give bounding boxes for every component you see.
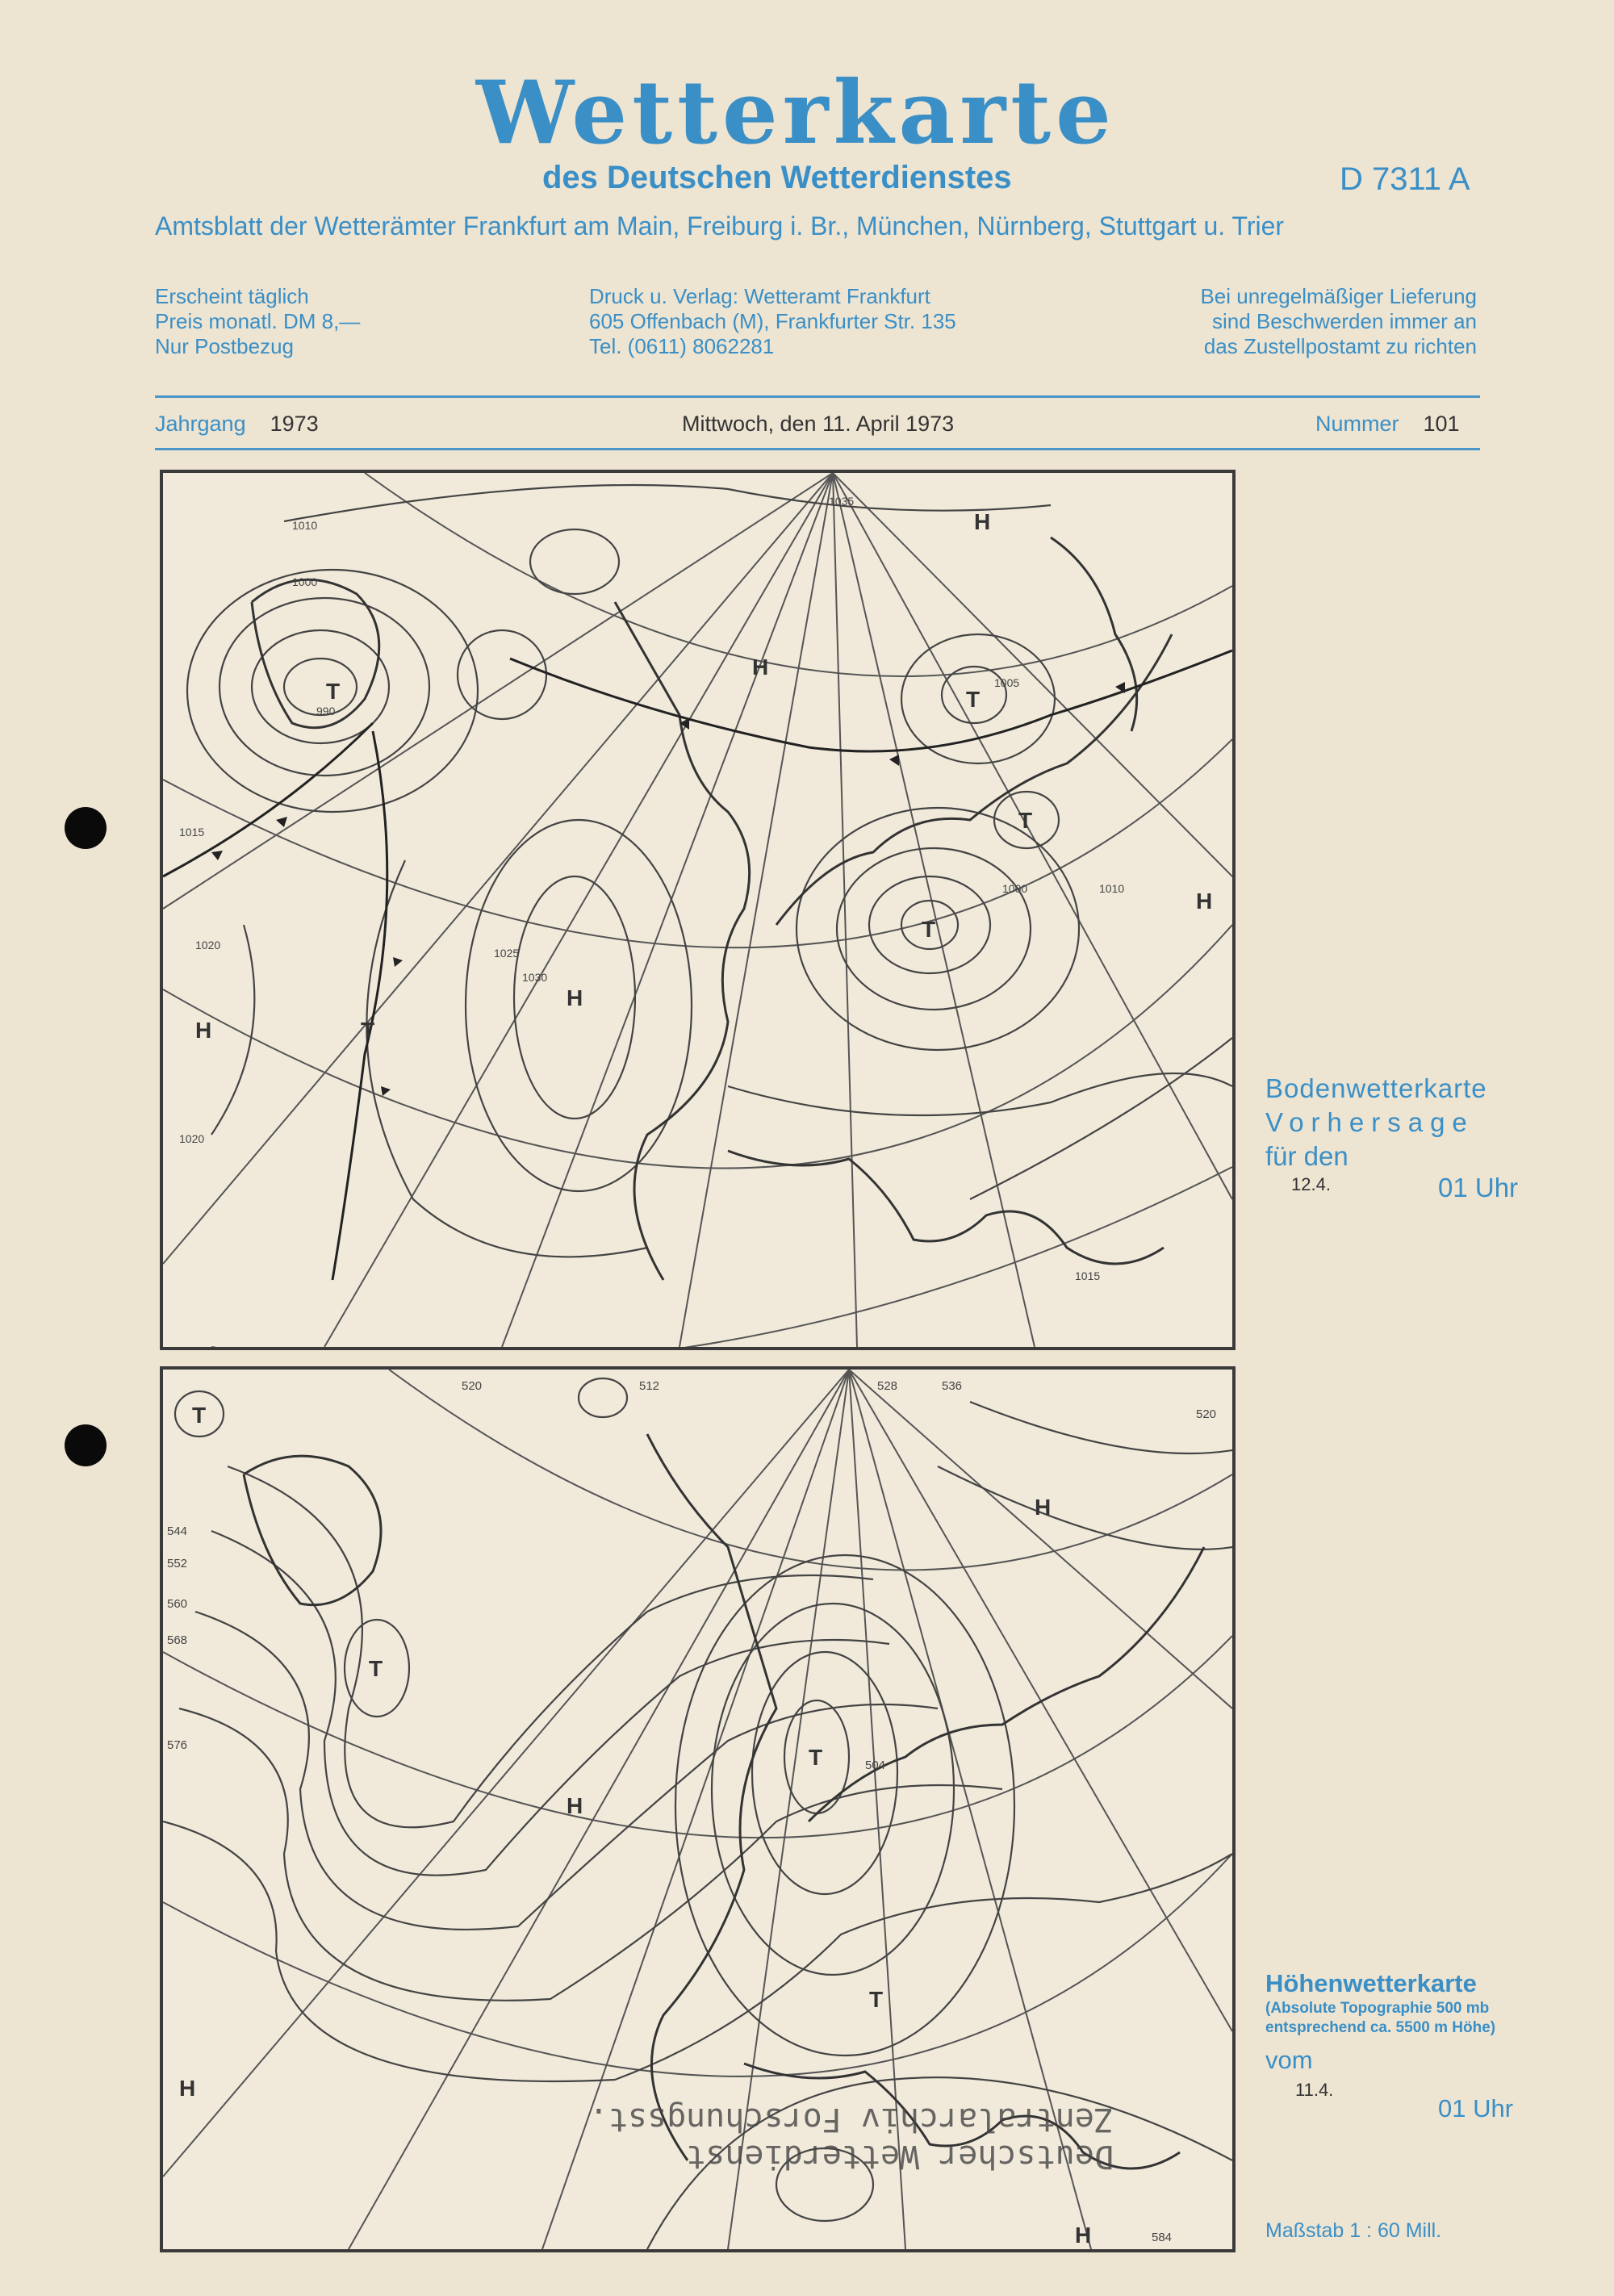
meridian: [163, 473, 833, 909]
surface-map-title: Bodenwetterkarte: [1265, 1073, 1487, 1103]
isobar-value: 1030: [522, 971, 548, 984]
contour: [938, 1466, 1232, 1549]
info-right-line: das Zustellpostamt zu richten: [1203, 334, 1477, 358]
isobar-value: 1020: [195, 939, 221, 951]
coastline: [244, 1456, 381, 1605]
isobar-value: 1010: [292, 519, 318, 532]
stamp-line: Deutscher Wetterdienst: [686, 2138, 1114, 2175]
nummer: [1315, 412, 1460, 437]
stamp-line: Zentralarchiv Forschungsst.: [588, 2101, 1114, 2138]
front-symbol: [211, 851, 223, 860]
punch-hole: [65, 1424, 107, 1466]
isobar-value: 1010: [1099, 882, 1125, 895]
map-label-t: T: [1018, 808, 1033, 833]
contour-value: 512: [639, 1379, 660, 1393]
latitude-circle: [163, 925, 1232, 1169]
latitude-circle: [163, 739, 1232, 947]
info-right: [1200, 284, 1477, 359]
surface-map-subtitle: Vorhersage: [1265, 1107, 1474, 1137]
map-label-h: H: [1075, 2223, 1092, 2248]
upper-map-note-1: (Absolute Topographie 500 mb: [1265, 2000, 1490, 2017]
isobar-value: 1000: [1002, 882, 1028, 895]
meridian: [163, 1370, 849, 2177]
isobar-value: 990: [316, 705, 336, 717]
map-label-t: T: [966, 687, 981, 712]
isobar-value: 1015: [1075, 1269, 1101, 1282]
publication-code: D 7311 A: [1340, 161, 1470, 197]
nummer-value: 101: [1423, 412, 1460, 436]
upper-map-from: vom: [1265, 2046, 1313, 2074]
info-right-line: Bei unregelmäßiger Lieferung: [1200, 284, 1477, 308]
front-symbol: [393, 957, 403, 967]
upper-map-time: 01 Uhr: [1438, 2094, 1514, 2122]
contour: [228, 1466, 873, 1827]
info-left-line: Erscheint täglich: [155, 284, 309, 308]
meridian: [163, 473, 833, 1264]
surface-weather-map: [160, 470, 1236, 1350]
isobar: [530, 529, 619, 594]
contour-value: 520: [1196, 1407, 1217, 1421]
contour: [970, 1402, 1232, 1453]
info-center-line: Druck u. Verlag: Wetteramt Frankfurt: [589, 284, 930, 308]
map-label-h: H: [974, 509, 991, 534]
front-symbol: [889, 755, 899, 766]
map-label-h: H: [567, 1793, 583, 1818]
front: [332, 731, 387, 1280]
contour-value: 544: [167, 1524, 188, 1538]
surface-map-for: für den: [1265, 1141, 1348, 1171]
isobar: [211, 925, 254, 1135]
map-label-t: T: [809, 1745, 823, 1770]
surface-map-time: 01 Uhr: [1438, 1173, 1519, 1202]
contour: [675, 1555, 1014, 2056]
contour: [195, 1612, 938, 1930]
contour-value: 552: [167, 1557, 188, 1570]
meridian: [849, 1370, 1232, 1708]
map-label-h: H: [567, 985, 583, 1010]
meridian: [502, 473, 833, 1347]
info-right-line: sind Beschwerden immer an: [1211, 309, 1477, 333]
map-label-t: T: [326, 679, 341, 704]
meridian: [833, 473, 857, 1347]
latitude-circle: [163, 1854, 1232, 2076]
contour-value: 576: [167, 1738, 188, 1752]
info-center: [589, 284, 956, 359]
isobar-value: 1020: [179, 1132, 205, 1145]
masthead-title: Wetterkarte: [476, 62, 1116, 164]
amtsblatt-line: Amtsblatt der Wetterämter Frankfurt am Main, Freiburg i. Br., München, Nürnberg, Stuttgart u. Trier: [155, 211, 1285, 240]
isobar-value: 1000: [292, 575, 318, 588]
contour: [163, 1821, 1232, 2081]
latitude-circle: [365, 473, 1232, 676]
punch-hole: [65, 807, 107, 849]
contour-value: 504: [865, 1759, 886, 1772]
nummer-label: Nummer: [1315, 412, 1399, 436]
coastline: [809, 1547, 1204, 1821]
bottom-rule: [155, 448, 1480, 450]
latitude-circle: [389, 1370, 1232, 1570]
info-center-line: Tel. (0611) 8062281: [589, 334, 775, 358]
info-center-line: 605 Offenbach (M), Frankfurter Str. 135: [589, 309, 956, 333]
meridian: [833, 473, 1035, 1347]
map-label-h: H: [1196, 889, 1213, 914]
jahrgang-label: Jahrgang: [155, 412, 246, 436]
map-label-h: H: [1035, 1495, 1052, 1520]
upper-map-date: 11.4.: [1295, 2080, 1334, 2100]
map-label-t: T: [192, 1403, 207, 1428]
isobar: [366, 860, 647, 1257]
front: [510, 650, 1232, 751]
upper-map-note-2: entsprechend ca. 5500 m Höhe): [1265, 2019, 1496, 2036]
map-label-t: T: [369, 1656, 383, 1681]
coastline: [728, 1151, 1164, 1264]
surface-map-date: 12.4.: [1291, 1174, 1331, 1194]
contour-value: 520: [462, 1379, 483, 1393]
map-label-t: T: [361, 1018, 375, 1043]
contour-value: 568: [167, 1633, 188, 1647]
map-label-t: T: [869, 1987, 884, 2012]
contour-value: 560: [167, 1597, 188, 1611]
map-label-t: T: [922, 917, 936, 942]
isobar-value: 1035: [829, 495, 855, 508]
jahrgang: [155, 412, 319, 437]
isobar: [458, 630, 546, 719]
map-label-h: H: [195, 1018, 212, 1043]
contour-value: 584: [1152, 2231, 1173, 2244]
isobar: [970, 1038, 1232, 1199]
isobar: [284, 485, 1051, 521]
top-rule: [155, 395, 1480, 398]
map-scale: Maßstab 1 : 60 Mill.: [1265, 2219, 1442, 2242]
archive-stamp: [565, 2086, 1114, 2175]
front-symbol: [276, 817, 287, 827]
map-label-h: H: [752, 655, 769, 680]
latitude-circle: [163, 1636, 1232, 1838]
jahrgang-value: 1973: [270, 412, 319, 436]
masthead-subtitle: des Deutschen Wetterdienstes: [542, 160, 1012, 195]
isobar-value: 1025: [494, 947, 520, 960]
issue-date: Mittwoch, den 11. April 1973: [682, 412, 955, 436]
coastline: [252, 579, 379, 727]
contour-value: 528: [877, 1379, 898, 1393]
coastline: [776, 634, 1172, 925]
info-left: [155, 284, 360, 359]
latitude-circle: [211, 1167, 1232, 1347]
surface-map-drawing: [163, 473, 1232, 1347]
info-left-line: Nur Postbezug: [155, 334, 294, 358]
info-left-line: Preis monatl. DM 8,—: [155, 309, 361, 333]
isobar-value: 1005: [994, 676, 1020, 689]
contour: [579, 1378, 627, 1417]
map-label-h: H: [179, 2076, 196, 2101]
front-symbol: [381, 1086, 391, 1096]
contour-value: 536: [942, 1379, 963, 1393]
isobar-value: 1015: [179, 826, 205, 839]
upper-map-title: Höhenwetterkarte: [1265, 1969, 1477, 1997]
